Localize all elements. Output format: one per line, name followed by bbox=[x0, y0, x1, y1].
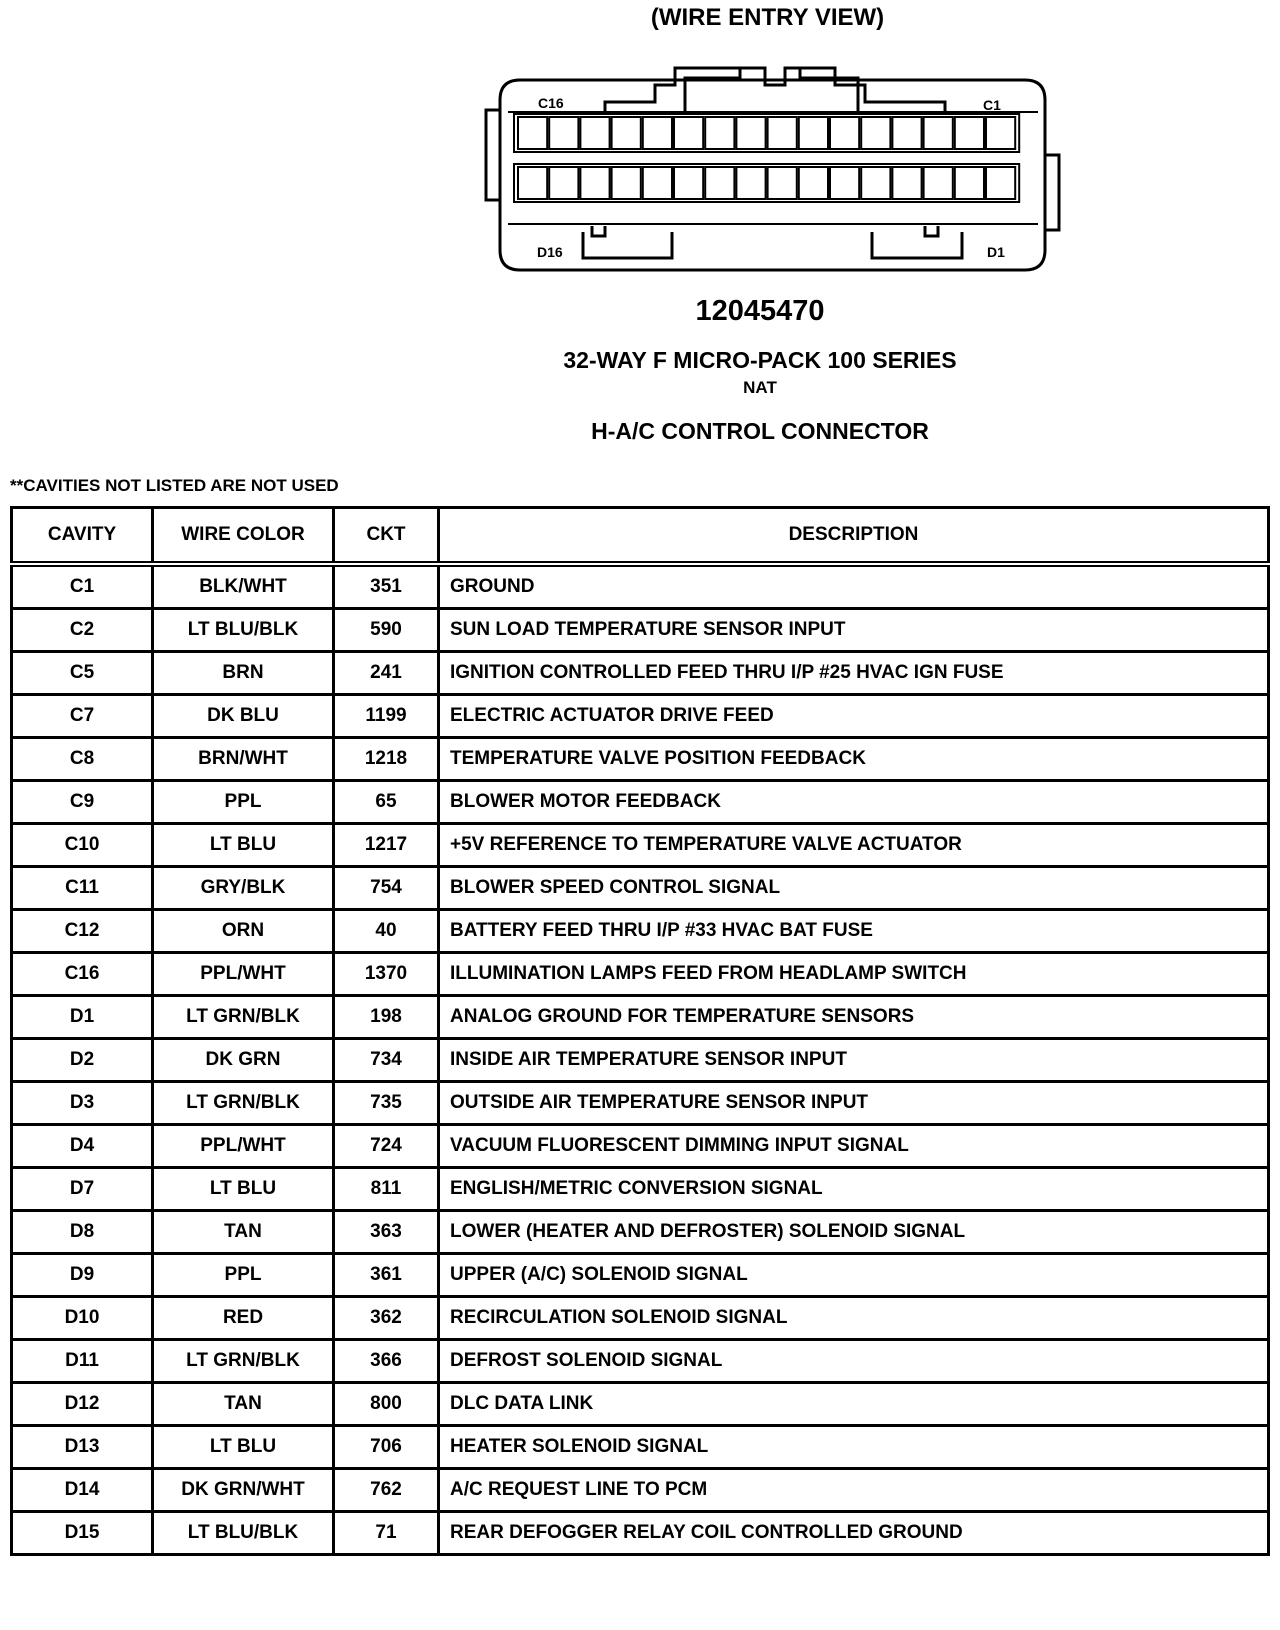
cell-ckt: 362 bbox=[334, 1297, 439, 1340]
cell-description: REAR DEFOGGER RELAY COIL CONTROLLED GROUND bbox=[439, 1512, 1269, 1555]
part-number: 12045470 bbox=[695, 295, 825, 327]
cell-wire-color: LT BLU bbox=[153, 1168, 334, 1211]
top-latch-inner bbox=[685, 68, 858, 112]
cell-ckt: 754 bbox=[334, 867, 439, 910]
pin-cavity bbox=[612, 167, 641, 199]
table-row bbox=[12, 953, 1269, 996]
label-d1: D1 bbox=[987, 244, 1005, 260]
table-row bbox=[12, 1469, 1269, 1512]
cell-cavity: D9 bbox=[12, 1254, 153, 1297]
cell-ckt: 241 bbox=[334, 652, 439, 695]
cell-cavity: D8 bbox=[12, 1211, 153, 1254]
cell-cavity: D1 bbox=[12, 996, 153, 1039]
cell-ckt: 811 bbox=[334, 1168, 439, 1211]
label-c16: C16 bbox=[538, 95, 564, 111]
table-row bbox=[12, 1125, 1269, 1168]
cell-ckt: 361 bbox=[334, 1254, 439, 1297]
cell-ckt: 734 bbox=[334, 1039, 439, 1082]
label-c1: C1 bbox=[983, 97, 1001, 113]
cell-wire-color: PPL/WHT bbox=[153, 953, 334, 996]
header-wire-color: WIRE COLOR bbox=[153, 508, 334, 565]
bottom-key-right bbox=[872, 226, 962, 258]
cell-wire-color: PPL/WHT bbox=[153, 1125, 334, 1168]
cell-cavity: C1 bbox=[12, 564, 153, 609]
pin-cavity bbox=[549, 117, 578, 149]
cell-cavity: D14 bbox=[12, 1469, 153, 1512]
cell-ckt: 1218 bbox=[334, 738, 439, 781]
pin-cavity bbox=[580, 117, 609, 149]
pin-cavity bbox=[861, 117, 890, 149]
pin-cavity bbox=[549, 167, 578, 199]
cell-description: ILLUMINATION LAMPS FEED FROM HEADLAMP SWITCH bbox=[439, 953, 1269, 996]
table-row bbox=[12, 1168, 1269, 1211]
cell-wire-color: LT GRN/BLK bbox=[153, 1340, 334, 1383]
cell-wire-color: RED bbox=[153, 1297, 334, 1340]
cell-ckt: 800 bbox=[334, 1383, 439, 1426]
pin-cavity bbox=[830, 167, 859, 199]
cell-cavity: D7 bbox=[12, 1168, 153, 1211]
cell-wire-color: BRN bbox=[153, 652, 334, 695]
pin-cavity bbox=[768, 117, 797, 149]
cell-cavity: D12 bbox=[12, 1383, 153, 1426]
cell-wire-color: GRY/BLK bbox=[153, 867, 334, 910]
cell-ckt: 363 bbox=[334, 1211, 439, 1254]
cell-description: ELECTRIC ACTUATOR DRIVE FEED bbox=[439, 695, 1269, 738]
header-cavity: CAVITY bbox=[12, 508, 153, 565]
table-row bbox=[12, 652, 1269, 695]
cell-description: ENGLISH/METRIC CONVERSION SIGNAL bbox=[439, 1168, 1269, 1211]
table-row bbox=[12, 1082, 1269, 1125]
cell-cavity: D11 bbox=[12, 1340, 153, 1383]
pin-cavity bbox=[674, 167, 703, 199]
table-header-row bbox=[12, 508, 1269, 565]
cell-cavity: D3 bbox=[12, 1082, 153, 1125]
table-row bbox=[12, 1426, 1269, 1469]
cell-cavity: C7 bbox=[12, 695, 153, 738]
header-ckt: CKT bbox=[334, 508, 439, 565]
cell-description: GROUND bbox=[439, 564, 1269, 609]
cell-ckt: 71 bbox=[334, 1512, 439, 1555]
table-row bbox=[12, 738, 1269, 781]
cell-description: +5V REFERENCE TO TEMPERATURE VALVE ACTUATOR bbox=[439, 824, 1269, 867]
pin-cavity bbox=[643, 117, 672, 149]
cell-wire-color: LT GRN/BLK bbox=[153, 996, 334, 1039]
cell-wire-color: LT BLU bbox=[153, 1426, 334, 1469]
cell-description: BLOWER MOTOR FEEDBACK bbox=[439, 781, 1269, 824]
cell-description: A/C REQUEST LINE TO PCM bbox=[439, 1469, 1269, 1512]
pin-cavity bbox=[518, 167, 547, 199]
pin-cavity bbox=[736, 117, 765, 149]
cell-wire-color: PPL bbox=[153, 781, 334, 824]
table-row bbox=[12, 1512, 1269, 1555]
pin-cavity bbox=[643, 167, 672, 199]
table-row bbox=[12, 1340, 1269, 1383]
view-title: (WIRE ENTRY VIEW) bbox=[650, 4, 885, 31]
cell-description: DEFROST SOLENOID SIGNAL bbox=[439, 1340, 1269, 1383]
cell-ckt: 735 bbox=[334, 1082, 439, 1125]
cell-ckt: 65 bbox=[334, 781, 439, 824]
cell-wire-color: LT BLU bbox=[153, 824, 334, 867]
cell-description: HEATER SOLENOID SIGNAL bbox=[439, 1426, 1269, 1469]
cell-wire-color: DK GRN bbox=[153, 1039, 334, 1082]
cell-cavity: C8 bbox=[12, 738, 153, 781]
table-row bbox=[12, 781, 1269, 824]
cell-cavity: C16 bbox=[12, 953, 153, 996]
connector-series: 32-WAY F MICRO-PACK 100 SERIES bbox=[563, 347, 957, 373]
cell-cavity: D4 bbox=[12, 1125, 153, 1168]
pin-grid bbox=[514, 114, 1019, 202]
cell-cavity: C2 bbox=[12, 609, 153, 652]
cell-wire-color: PPL bbox=[153, 1254, 334, 1297]
cell-ckt: 366 bbox=[334, 1340, 439, 1383]
cell-description: TEMPERATURE VALVE POSITION FEEDBACK bbox=[439, 738, 1269, 781]
cell-cavity: D2 bbox=[12, 1039, 153, 1082]
pin-cavity bbox=[892, 167, 921, 199]
cell-cavity: C11 bbox=[12, 867, 153, 910]
pin-cavity bbox=[705, 167, 734, 199]
cell-description: BLOWER SPEED CONTROL SIGNAL bbox=[439, 867, 1269, 910]
pin-cavity bbox=[955, 167, 984, 199]
pin-cavity bbox=[674, 117, 703, 149]
pin-cavity bbox=[799, 117, 828, 149]
cell-wire-color: LT BLU/BLK bbox=[153, 609, 334, 652]
cell-wire-color: BLK/WHT bbox=[153, 564, 334, 609]
left-side-tab bbox=[486, 110, 500, 200]
cell-cavity: C10 bbox=[12, 824, 153, 867]
cell-ckt: 762 bbox=[334, 1469, 439, 1512]
cell-description: DLC DATA LINK bbox=[439, 1383, 1269, 1426]
pin-cavity bbox=[955, 117, 984, 149]
table-row bbox=[12, 824, 1269, 867]
cell-ckt: 198 bbox=[334, 996, 439, 1039]
pin-cavity bbox=[892, 117, 921, 149]
cell-wire-color: BRN/WHT bbox=[153, 738, 334, 781]
pin-cavity bbox=[986, 117, 1015, 149]
table-row bbox=[12, 1211, 1269, 1254]
cell-description: UPPER (A/C) SOLENOID SIGNAL bbox=[439, 1254, 1269, 1297]
pin-cavity bbox=[612, 117, 641, 149]
pin-cavity bbox=[518, 117, 547, 149]
bottom-key-left bbox=[583, 226, 672, 258]
cell-ckt: 1217 bbox=[334, 824, 439, 867]
label-d16: D16 bbox=[537, 244, 563, 260]
cell-description: SUN LOAD TEMPERATURE SENSOR INPUT bbox=[439, 609, 1269, 652]
cell-description: VACUUM FLUORESCENT DIMMING INPUT SIGNAL bbox=[439, 1125, 1269, 1168]
pin-cavity bbox=[768, 167, 797, 199]
cell-wire-color: LT BLU/BLK bbox=[153, 1512, 334, 1555]
cell-cavity: D15 bbox=[12, 1512, 153, 1555]
cell-cavity: C9 bbox=[12, 781, 153, 824]
connector-color-code: NAT bbox=[743, 378, 777, 397]
cell-cavity: C12 bbox=[12, 910, 153, 953]
pin-cavity bbox=[736, 167, 765, 199]
table-row bbox=[12, 867, 1269, 910]
cell-description: INSIDE AIR TEMPERATURE SENSOR INPUT bbox=[439, 1039, 1269, 1082]
right-side-tab bbox=[1045, 155, 1059, 230]
pin-cavity bbox=[924, 117, 953, 149]
connector-name: H-A/C CONTROL CONNECTOR bbox=[591, 418, 929, 444]
cell-ckt: 724 bbox=[334, 1125, 439, 1168]
pin-cavity bbox=[830, 117, 859, 149]
table-row bbox=[12, 1254, 1269, 1297]
pin-cavity bbox=[924, 167, 953, 199]
cell-ckt: 1370 bbox=[334, 953, 439, 996]
table-row bbox=[12, 1297, 1269, 1340]
cell-wire-color: TAN bbox=[153, 1383, 334, 1426]
cell-ckt: 590 bbox=[334, 609, 439, 652]
cell-ckt: 1199 bbox=[334, 695, 439, 738]
pin-cavity bbox=[705, 117, 734, 149]
connector-diagram bbox=[0, 0, 1280, 300]
table-row bbox=[12, 996, 1269, 1039]
cell-ckt: 40 bbox=[334, 910, 439, 953]
cell-ckt: 706 bbox=[334, 1426, 439, 1469]
cell-description: IGNITION CONTROLLED FEED THRU I/P #25 HVAC IGN FUSE bbox=[439, 652, 1269, 695]
pin-cavity bbox=[986, 167, 1015, 199]
pinout-table bbox=[10, 506, 1270, 1556]
cell-wire-color: TAN bbox=[153, 1211, 334, 1254]
table-row bbox=[12, 564, 1269, 609]
cell-description: OUTSIDE AIR TEMPERATURE SENSOR INPUT bbox=[439, 1082, 1269, 1125]
cell-description: ANALOG GROUND FOR TEMPERATURE SENSORS bbox=[439, 996, 1269, 1039]
top-latch bbox=[605, 68, 945, 112]
cell-cavity: D13 bbox=[12, 1426, 153, 1469]
unused-cavities-note: **CAVITIES NOT LISTED ARE NOT USED bbox=[10, 476, 339, 495]
table-row bbox=[12, 1383, 1269, 1426]
cell-ckt: 351 bbox=[334, 564, 439, 609]
table-row bbox=[12, 695, 1269, 738]
table-row bbox=[12, 1039, 1269, 1082]
pinout-table-body bbox=[12, 564, 1269, 1555]
cell-wire-color: ORN bbox=[153, 910, 334, 953]
pin-cavity bbox=[580, 167, 609, 199]
cell-cavity: D10 bbox=[12, 1297, 153, 1340]
pin-cavity bbox=[861, 167, 890, 199]
cell-description: LOWER (HEATER AND DEFROSTER) SOLENOID SIGNAL bbox=[439, 1211, 1269, 1254]
cell-wire-color: DK GRN/WHT bbox=[153, 1469, 334, 1512]
table-row bbox=[12, 609, 1269, 652]
cell-wire-color: LT GRN/BLK bbox=[153, 1082, 334, 1125]
cell-description: BATTERY FEED THRU I/P #33 HVAC BAT FUSE bbox=[439, 910, 1269, 953]
table-row bbox=[12, 910, 1269, 953]
header-description: DESCRIPTION bbox=[439, 508, 1269, 565]
cell-description: RECIRCULATION SOLENOID SIGNAL bbox=[439, 1297, 1269, 1340]
pin-cavity bbox=[799, 167, 828, 199]
cell-cavity: C5 bbox=[12, 652, 153, 695]
cell-wire-color: DK BLU bbox=[153, 695, 334, 738]
